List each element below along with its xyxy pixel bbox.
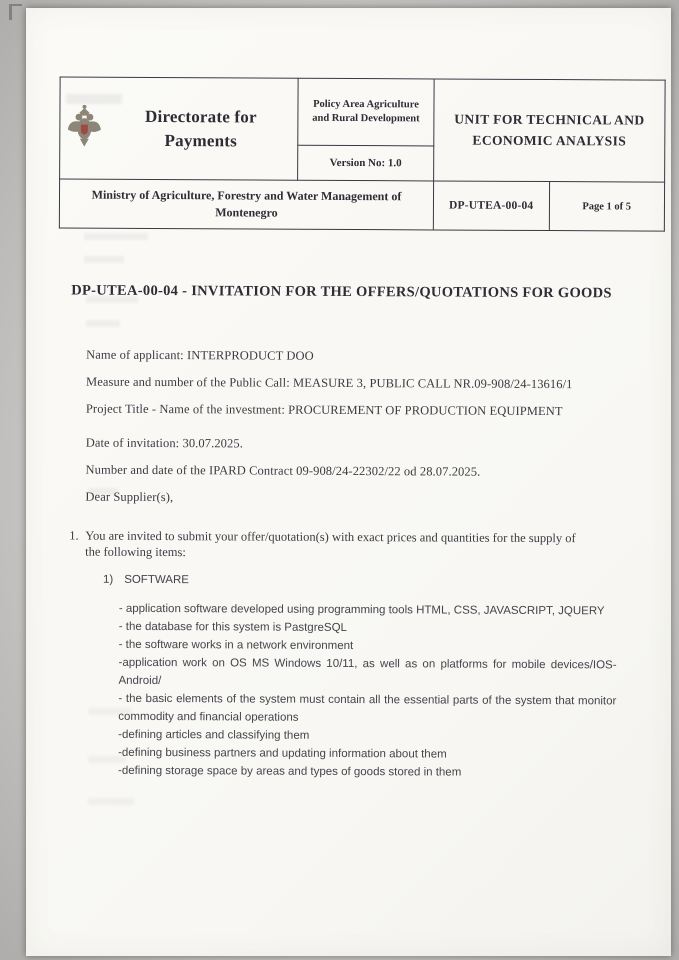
list-number: 1. <box>69 528 79 543</box>
montenegro-coat-of-arms-icon <box>66 104 102 153</box>
item-software <box>103 574 628 589</box>
field-applicant: Name of applicant: INTERPRODUCT DOO <box>86 348 314 364</box>
field-salutation: Dear Supplier(s), <box>85 490 174 505</box>
spec-line: - the basic elements of the system must contain all the essential parts of the system that monitor commodity and financial operations <box>118 693 617 725</box>
spec-line: - the software works in a network environment <box>118 639 354 653</box>
list-intro <box>69 528 593 563</box>
policy-area-cell: Policy Area Agriculture and Rural Development <box>298 78 434 146</box>
page-number-cell: Page 1 of 5 <box>549 182 665 232</box>
spec-line: -application work on OS MS Windows 10/11, as well as on platforms for mobile devices/IOS-Android/ <box>118 657 617 688</box>
unit-cell: UNIT FOR TECHNICAL AND ECONOMIC ANALYSIS <box>434 79 666 182</box>
item-name: SOFTWARE <box>124 574 189 587</box>
spec-line: -defining business partners and updating information about them <box>118 747 447 761</box>
software-specs-list <box>118 600 617 783</box>
spec-line: -defining storage space by areas and types of goods stored in them <box>117 765 462 779</box>
list-intro-text: You are invited to submit your offer/quotation(s) with exact prices and quantities for the supply of the following items: <box>85 529 576 560</box>
spec-line: -defining articles and classifying them <box>118 729 310 743</box>
document-content <box>21 6 671 957</box>
document-fields <box>85 348 629 507</box>
version-cell: Version No: 1.0 <box>298 145 434 181</box>
document-header-table <box>59 76 666 231</box>
spec-line: - the database for this system is PastgreSQL <box>118 621 347 635</box>
spec-line: - application software developed using programming tools HTML, CSS, JAVASCRIPT, JQUERY <box>118 603 605 618</box>
directorate-cell <box>60 77 299 180</box>
directorate-title: Directorate for Payments <box>145 106 257 150</box>
field-invitation-date: Date of invitation: 30.07.2025. <box>85 436 244 451</box>
document-page <box>26 8 671 956</box>
document-title: DP-UTEA-00-04 - INVITATION FOR THE OFFERS/QUOTATIONS FOR GOODS <box>71 282 612 302</box>
scan-artifact <box>9 4 22 20</box>
field-public-call: Measure and number of the Public Call: MEASURE 3, PUBLIC CALL NR.09-908/24-13616/1 <box>86 375 573 392</box>
field-project-title: Project Title - Name of the investment: PROCUREMENT OF PRODUCTION EQUIPMENT <box>85 402 563 419</box>
ministry-cell: Ministry of Agriculture, Forestry and Water Management of Montenegro <box>59 179 433 230</box>
field-contract: Number and date of the IPARD Contract 09-908/24-22302/22 od 28.07.2025. <box>85 463 481 480</box>
item-number: 1) <box>102 574 114 587</box>
doc-code-cell: DP-UTEA-00-04 <box>433 181 549 231</box>
